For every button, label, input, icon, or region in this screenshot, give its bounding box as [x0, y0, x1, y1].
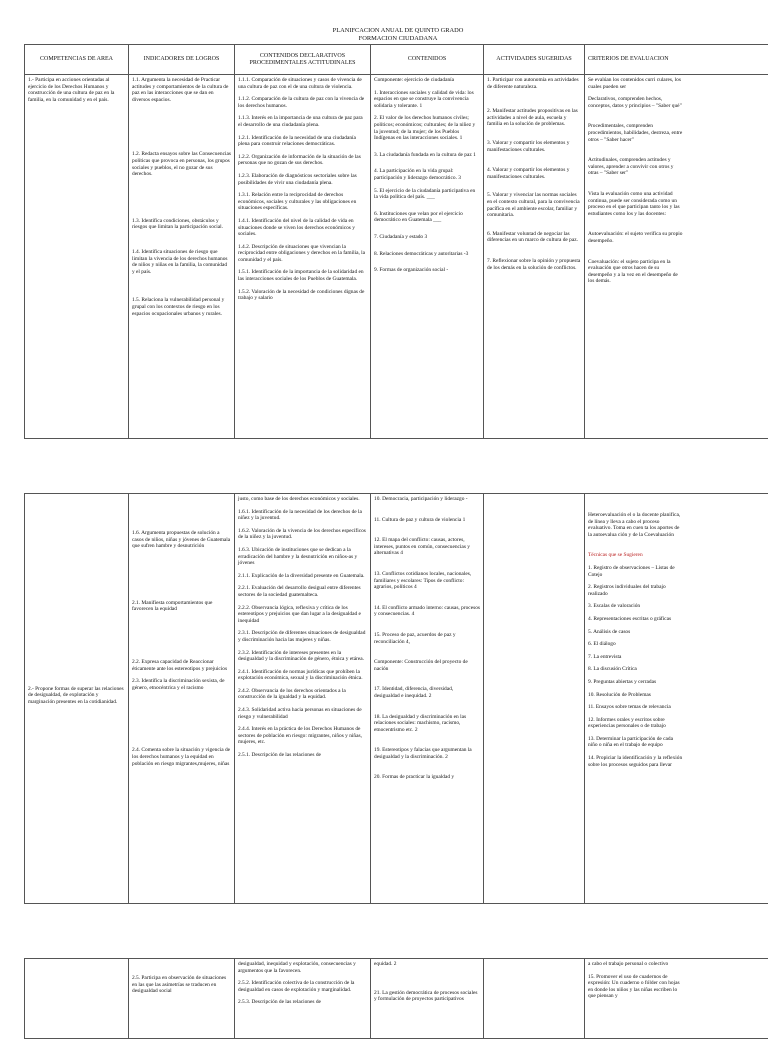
list-item: equidad. 2 [374, 961, 480, 968]
declarativos-cell [235, 494, 371, 904]
list-item: 1.2.1. Identificación de la necesidad de una ciudadanía plena para construir relaciones democráticas. [238, 135, 367, 148]
plan-table-3 [24, 958, 768, 1039]
declarativos-cell [235, 959, 371, 1039]
list-item: 4. Representaciones escritas o gráficas [588, 616, 683, 623]
header-contenidos: CONTENIDOS [371, 45, 484, 75]
list-item: 1.4.1. Identificación del nivel de la calidad de vida en situaciones donde se viven los derechos económicos y sociales. [238, 218, 367, 238]
list-item: 3. Escalas de valoración [588, 603, 683, 610]
list-item: 9. Formas de organización social - [374, 267, 480, 274]
actividades-cell [484, 494, 585, 904]
document-title [24, 27, 768, 44]
contenidos-cell [371, 959, 484, 1039]
list-item: 2.4.2. Observancia de los derechos orientados a la construcción de la igualdad y la equidad. [238, 688, 367, 701]
plan-table-1 [24, 44, 768, 439]
title-line-1: PLANIFCACION ANUAL DE QUINTO GRADO [24, 27, 768, 35]
list-item: 3. Valorar y compartir los elementos y manifestaciones culturales. [487, 140, 581, 153]
list-item: 1. Participar con autonomía en actividades de diferente naturaleza. [487, 77, 581, 90]
list-item: 1.1.1. Comparación de situaciones y casos de vivencia de una cultura de paz con el de una cultura de violencia. [238, 77, 367, 90]
list-item: 2. El valor de los derechos humanos civiles; políticos; económicos; culturales; de la niñez y la juventud; de la mujer; de los Pueblos Indígenas en las interacciones sociales. 1 [374, 115, 480, 141]
competencias-cell [25, 494, 129, 904]
criterios-cell [585, 959, 768, 1039]
list-item: 9. Preguntas abiertas y cerradas [588, 679, 683, 686]
list-item: 1.6.3. Ubicación de instituciones que se dedican a la erradicación del hambre y la desnutrición en niños-as y jóvenes [238, 547, 367, 567]
list-item: 18. La desigualdad y discriminación en las relaciones sociales: machismo, racismo, etnocentrismo etc. 2 [374, 714, 480, 734]
list-item: 1.6.2. Valoración de la vivencia de los derechos específicos de la niñez y la juventud. [238, 528, 367, 541]
list-item: 11. Ensayos sobre temas de relevancia [588, 704, 683, 711]
list-item: 1.2. Redacta ensayos sobre las Consecuencias políticas que provoca en personas, los grupos sociales y pueblos, el no gozar de sus derechos. [132, 151, 231, 177]
header-competencias: COMPETENCIAS DE AREA [25, 45, 129, 75]
list-item: 11. Cultura de paz y cultura de violencia 1 [374, 517, 480, 524]
criterios-cell [585, 494, 768, 904]
list-item: 6. El diálogo [588, 641, 683, 648]
list-item: 2.4.4. Interés en la práctica de los Derechos Humanos de sectores de población en riesgo: migrantes, niños y niñas, mujeres, etc. [238, 726, 367, 746]
page-3 [24, 958, 768, 1039]
list-item: 15. Promover el uso de cuadernos de expresión: Un cuaderno o fólder con hojas en donde los niños y las niñas escriben lo que piensan y [588, 974, 683, 1000]
list-item: 7. Ciudadanía y estado 3 [374, 234, 480, 241]
list-item: 2. Registros individuales del trabajo realizado [588, 584, 683, 597]
plan-table-2 [24, 493, 768, 904]
contenidos-cell [371, 75, 484, 439]
header-row [25, 45, 768, 75]
list-item: 1.2.3. Elaboración de diagnósticos sectoriales sobre las posibilidades de vivir una ciudadanía plena. [238, 173, 367, 186]
list-item: desigualdad, inequidad y explotación, consecuencias y argumentos que la favorecen. [238, 961, 367, 974]
list-item: 2. Manifestar actitudes propositivas en las actividades a nivel de aula, escuela y familia en la solución de problemas. [487, 108, 581, 128]
list-item: 19. Estereotipos y falacias que argumentan la desigualdad y la discriminación. 2 [374, 747, 480, 760]
list-item: 2.2.2. Observancia lógica, reflexiva y crítica de los estereotipos y prejuicios que dan lugar a la desigualdad e inequidad [238, 605, 367, 625]
list-item: 1.6.1. Identificación de la necesidad de los derechos de la niñez y la juventud. [238, 509, 367, 522]
list-item: 1.5. Relaciona la vulnerabilidad personal y grupal con los contextos de riesgo en los espacios ocupacionales urbanos y rurales. [132, 297, 231, 317]
header-criterios: CRITERIOS DE EVALUACION [585, 45, 768, 75]
list-item: 1.1. Argumenta la necesidad de Practicar actitudes y comportamientos de la cultura de paz en las interacciones que se dan en diversos espacios. [132, 77, 231, 103]
list-item: 1.3.1. Relación entre la reciprocidad de derechos económicos, sociales y culturales y las obligaciones en situaciones específicas. [238, 192, 367, 212]
list-item: 7. La entrevista [588, 654, 683, 661]
table-row [25, 494, 768, 904]
header-declarativos: CONTENIDOS DECLARATIVOS PROCEDIMENTALES ACTITUDINALES [235, 45, 371, 75]
list-item: Procedimentales, comprenden procedimientos, habilidades, destreza, entre otros – "Saber hacer" [588, 123, 683, 143]
list-item: 20. Formas de practicar la igualdad y [374, 774, 480, 781]
list-item: justo, como base de los derechos económicos y sociales. [238, 496, 367, 503]
list-item: 2.4. Comenta sobre la situación y vigencia de los derechos humanos y la equidad en población en riesgo migrantes,mujeres, niñas [132, 747, 231, 767]
techniques-heading: Técnicas que se Sugieren [588, 552, 683, 559]
table-row [25, 75, 768, 439]
list-item: 1.6. Argumenta propuestas de solución a casos de niños, niñas y jóvenes de Guatemala que sufren hambre y desnutrición [132, 530, 231, 550]
list-item: 2.1.1. Explicación de la diversidad presente en Guatemala. [238, 573, 367, 580]
title-line-2: FORMACION CIUDADANA [24, 35, 768, 43]
list-item: 2.3.1. Descripción de diferentes situaciones de desigualdad y discriminación hacia las mujeres y niñas. [238, 630, 367, 643]
list-item: 14. Propiciar la identificación y la reflexión sobre los procesos seguidos para llevar [588, 755, 683, 768]
list-item: Componente: ejercicio de ciudadanía [374, 77, 480, 84]
list-item: 1. Interacciones sociales y calidad de vida: los espacios en que se construye la convivencia solidaria y tolerante. 1 [374, 90, 480, 110]
list-item: 12. Informes orales y escritos sobre experiencias personales o de trabajo [588, 717, 683, 730]
list-item: Autoevaluación: el sujeto verifica su propio desempeño. [588, 231, 683, 244]
list-item: 10. Democracia, participación y liderazgo - [374, 496, 480, 503]
list-item: 8. Relaciones democráticas y autoritarias -3 [374, 251, 480, 258]
list-item: Vista la evaluación como una actividad continua, puede ser considerada como un proceso en el que participan tanto los y las estudiantes como los y las docentes: [588, 191, 683, 217]
list-item: 5. Valorar y vivenciar las normas sociales en el contexto cultural, para la convivencia pacífica en el ambiente escolar, familiar y comunitaria. [487, 192, 581, 218]
list-item: 2.4.3. Solidaridad activa hacia personas en situaciones de riesgo y vulnerabilidad [238, 707, 367, 720]
page-1 [24, 44, 768, 439]
list-item: 1.3. Identifica condiciones, obstáculos y riesgos que limitan la participación social. [132, 218, 231, 231]
list-item: 6. Instituciones que velan por el ejercicio democrático en Guatemala ___ [374, 211, 480, 224]
list-item: 2.2. Expresa capacidad de Reaccionar éticamente ante los estereotipos y prejuicios [132, 659, 231, 672]
table-row [25, 959, 768, 1039]
actividades-cell [484, 959, 585, 1039]
list-item: 4. Valorar y compartir los elementos y manifestaciones culturales. [487, 167, 581, 180]
list-item: 7. Reflexionar sobre la opinión y propuesta de los demás en la solución de conflictos. [487, 258, 581, 271]
list-item: 2.2.1. Evaluación del desarrollo desigual entre diferentes sectores de la sociedad guatemalteca. [238, 585, 367, 598]
list-item: 2.3. Identifica la discriminación sexista, de género, etnocéntrica y el racismo [132, 678, 231, 691]
list-item: 3. La ciudadanía fundada en la cultura de paz 1 [374, 152, 480, 159]
header-indicadores: INDICADORES DE LOGROS [129, 45, 235, 75]
criterios-cell [585, 75, 768, 439]
list-item: 15. Proceso de paz, acuerdos de paz y reconciliación 4, [374, 632, 480, 645]
actividades-cell [484, 75, 585, 439]
list-item: 17. Identidad, diferencia, diversidad, desigualdad e inequidad. 2 [374, 686, 480, 699]
list-item: 1.4.2. Descripción de situaciones que vivencian la reciprocidad entre obligaciones y derechos en la familia, la comunidad y el país. [238, 244, 367, 264]
list-item: 12. El mapa del conflicto: causas, actores, intereses, puntos en común, consecuencias y alternativas 4 [374, 537, 480, 557]
list-item: 1.1.3. Interés en la importancia de una cultura de paz para el desarrollo de una ciudadanía plena. [238, 115, 367, 128]
list-item: Coevaluación: el sujeto participa en la evaluación que otros hacen de su desempeño y a la vez en el desempeño de los demás. [588, 259, 683, 285]
contenidos-cell [371, 494, 484, 904]
list-item: 4. La participación en la vida grupal: participación y liderazgo democrático. 3 [374, 168, 480, 181]
declarativos-cell [235, 75, 371, 439]
indicadores-cell [129, 959, 235, 1039]
list-item: Heteroevaluación el o la docente planifica, de línea y lleva a cabo el proceso evaluativo. Toma en cuen ta los aportes de la autoevalua ción y de la Coevaluación [588, 512, 683, 538]
list-item: 2.5.1. Descripción de las relaciones de [238, 752, 367, 759]
list-item: 1.4. Identifica situaciones de riesgo que limitan la vivencia de los derechos humanos de niños y niñas en la familia, la comunidad y el país. [132, 249, 231, 275]
page-2 [24, 493, 768, 904]
list-item: a cabo el trabajo personal o colectivo [588, 961, 683, 968]
list-item: 2.4.1. Identificación de normas jurídicas que prohíben la explotación económica, sexual y la discriminación étnica. [238, 669, 367, 682]
competencias-cell [25, 959, 129, 1039]
list-item: 1.- Participa en acciones orientadas al ejercicio de los Derechos Humanos y construcción de una cultura de paz en la familia, en la comunidad y en el país. [28, 77, 125, 103]
list-item: 2.3.2. Identificación de intereses presentes en la desigualdad y la discriminación de género, étnica y etárea. [238, 650, 367, 663]
list-item: 21. La gestión democrática de procesos sociales y formulación de proyectos participativos [374, 990, 480, 1003]
list-item: 6. Manifestar voluntad de negociar las diferencias en un marco de cultura de paz. [487, 231, 581, 244]
list-item: Actitudinales, comprenden actitudes y valores, aprender a convivir con otros y otras – "Saber ser" [588, 157, 683, 177]
competencias-cell [25, 75, 129, 439]
list-item: Componente: Construcción del proyecto de nación [374, 659, 480, 672]
list-item: 13. Conflictos cotidianos locales, nacionales, familiares y escolares: Tipos de conflicto: agrarios, políticos 4 [374, 571, 480, 591]
list-item: 1.5.1. Identificación de la importancia de la solidaridad en las interacciones sociales de los Pueblos de Guatemala. [238, 269, 367, 282]
indicadores-cell [129, 75, 235, 439]
indicadores-cell [129, 494, 235, 904]
list-item: 13. Determinar la participación de cada niño o niña en el trabajo de equipo [588, 736, 683, 749]
list-item: 2.1. Manifiesta comportamientos que favorecen la equidad [132, 600, 231, 613]
list-item: 1.5.2. Valoración de la necesidad de condiciones dignas de trabajo y salario [238, 289, 367, 302]
list-item: 1.1.2. Comparación de la cultura de paz con la vivencia de los derechos humanos. [238, 96, 367, 109]
list-item: Declarativos, comprenden hechos, conceptos, datos y principios – "Saber qué" [588, 96, 683, 109]
header-actividades: ACTIVIDADES SUGERIDAS [484, 45, 585, 75]
list-item: 2.5.2. Identificación colectiva de la construcción de la desigualdad en casos de explotación y marginalidad. [238, 980, 367, 993]
list-item: 14. El conflicto armado interno: causas, procesos y consecuencias. 4 [374, 605, 480, 618]
list-item: Se evalúan los contenidos curri culares, los cuales pueden ser [588, 77, 683, 90]
list-item: 5. Análisis de casos [588, 629, 683, 636]
list-item: 5. El ejercicio de la ciudadanía participativa en la vida política del país. ___ [374, 188, 480, 201]
list-item: 2.5. Participa en observación de situaciones en las que las asimetrías se traducen en desigualdad social [132, 975, 231, 995]
list-item: 8. La discusión Crítica [588, 666, 683, 673]
list-item: 1.2.2. Organización de información de la situación de las personas que no gozan de sus derechos. [238, 154, 367, 167]
list-item: 2.- Propone formas de superar las relaciones de desigualdad, de explotación y marginación presentes en la cotidianidad. [28, 686, 125, 706]
list-item: 10. Resolución de Problemas [588, 692, 683, 699]
list-item: 1. Registro de observaciones – Listas de Cotejo [588, 565, 683, 578]
list-item: 2.5.3. Descripción de las relaciones de [238, 999, 367, 1006]
